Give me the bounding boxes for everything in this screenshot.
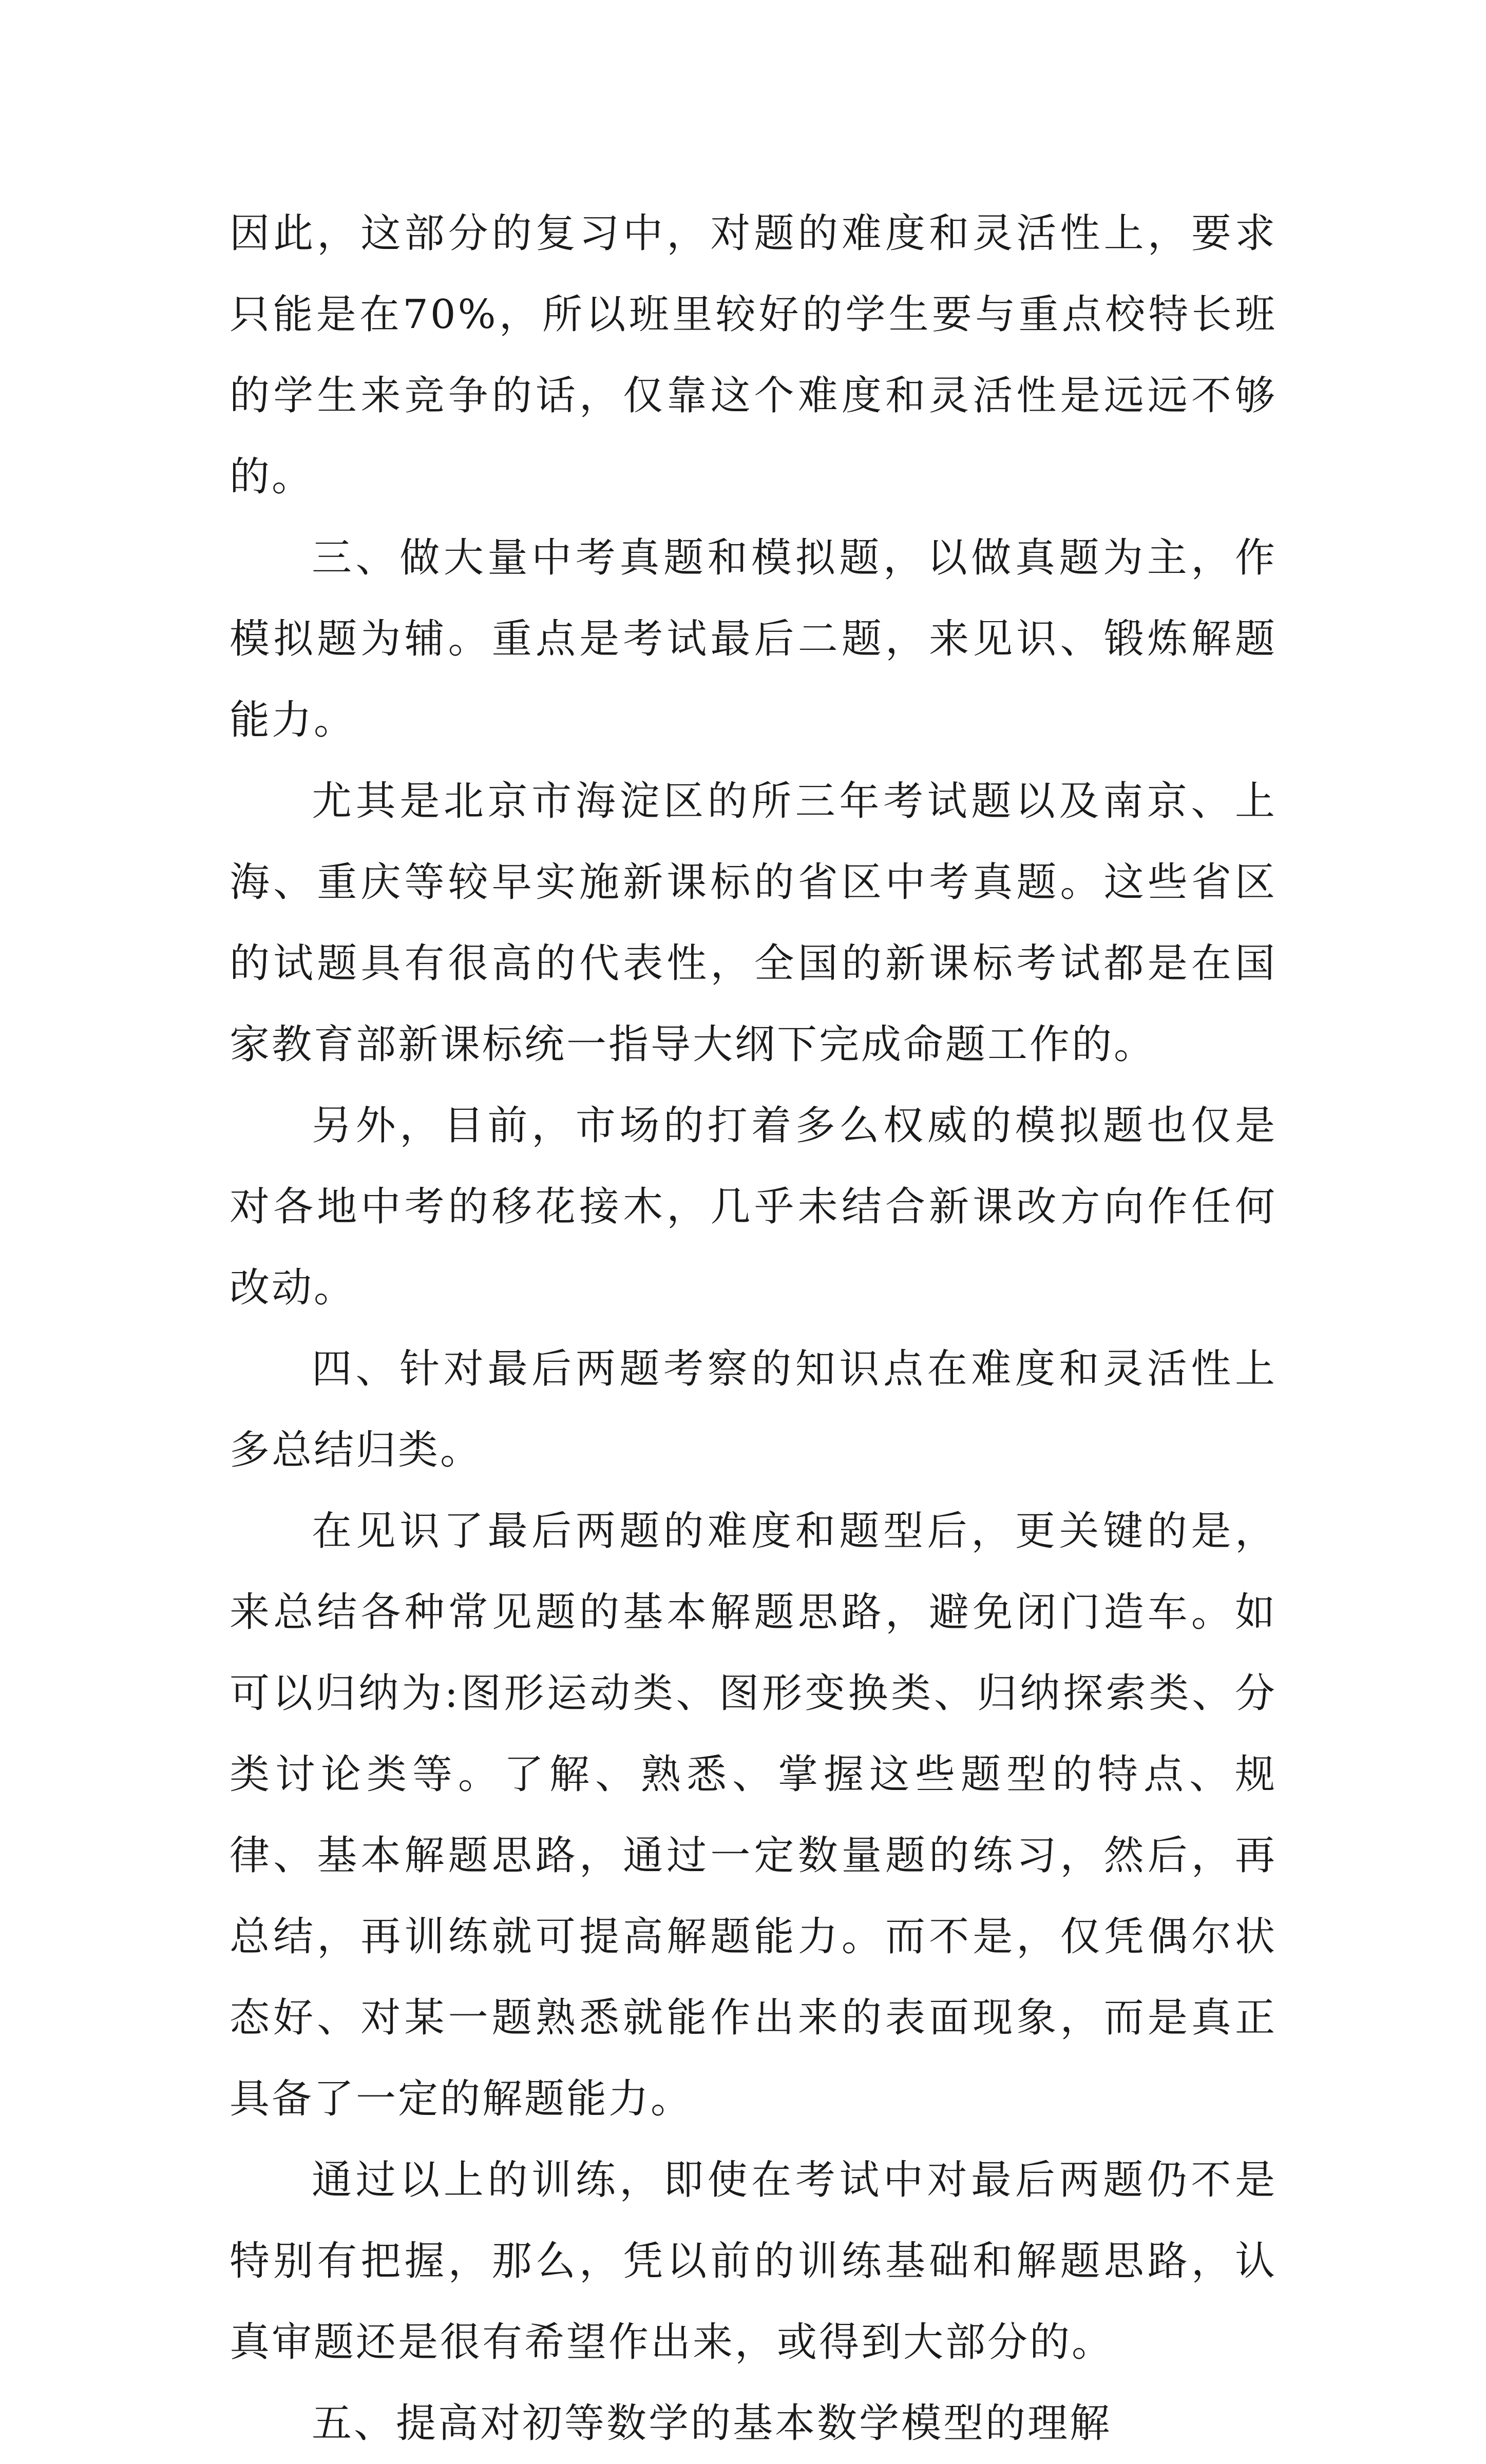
paragraph: 五、提高对初等数学的基本数学模型的理解 [312, 2400, 1112, 2447]
document-body [230, 193, 1277, 2464]
paragraph: 尤其是北京市海淀区的所三年考试题以及南京、上海、重庆等较早实施新课标的省区中考真题。这些省区的试题具有很高的代表性，全国的新课标考试都是在国家教育部新课标统一指导大纲下完成命题工作的。 [230, 778, 1277, 1068]
paragraph: 四、针对最后两题考察的知识点在难度和灵活性上多总结归类。 [230, 1346, 1277, 1473]
paragraph: 在见识了最后两题的难度和题型后，更关键的是，来总结各种常见题的基本解题思路，避免闭门造车。如可以归纳为:图形运动类、图形变换类、归纳探索类、分类讨论类等。了解、熟悉、掌握这些题型的特点、规律、基本解题思路，通过一定数量题的练习，然后，再总结，再训练就可提高解题能力。而不是，仅凭偶尔状态好、对某一题熟悉就能作出来的表面现象，而是真正具备了一定的解题能力。 [230, 1508, 1277, 2122]
paragraph: 因此，这部分的复习中，对题的难度和灵活性上，要求只能是在70%，所以班里较好的学生要与重点校特长班的学生来竞争的话，仅靠这个难度和灵活性是远远不够的。 [230, 210, 1277, 500]
paragraph: 另外，目前，市场的打着多么权威的模拟题也仅是对各地中考的移花接木，几乎未结合新课改方向作任何改动。 [230, 1103, 1277, 1311]
paragraph: 通过以上的训练，即使在考试中对最后两题仍不是特别有把握，那么，凭以前的训练基础和解题思路，认真审题还是很有希望作出来，或得到大部分的。 [230, 2157, 1277, 2365]
paragraph: 三、做大量中考真题和模拟题，以做真题为主，作模拟题为辅。重点是考试最后二题，来见识、锻炼解题能力。 [230, 535, 1277, 743]
